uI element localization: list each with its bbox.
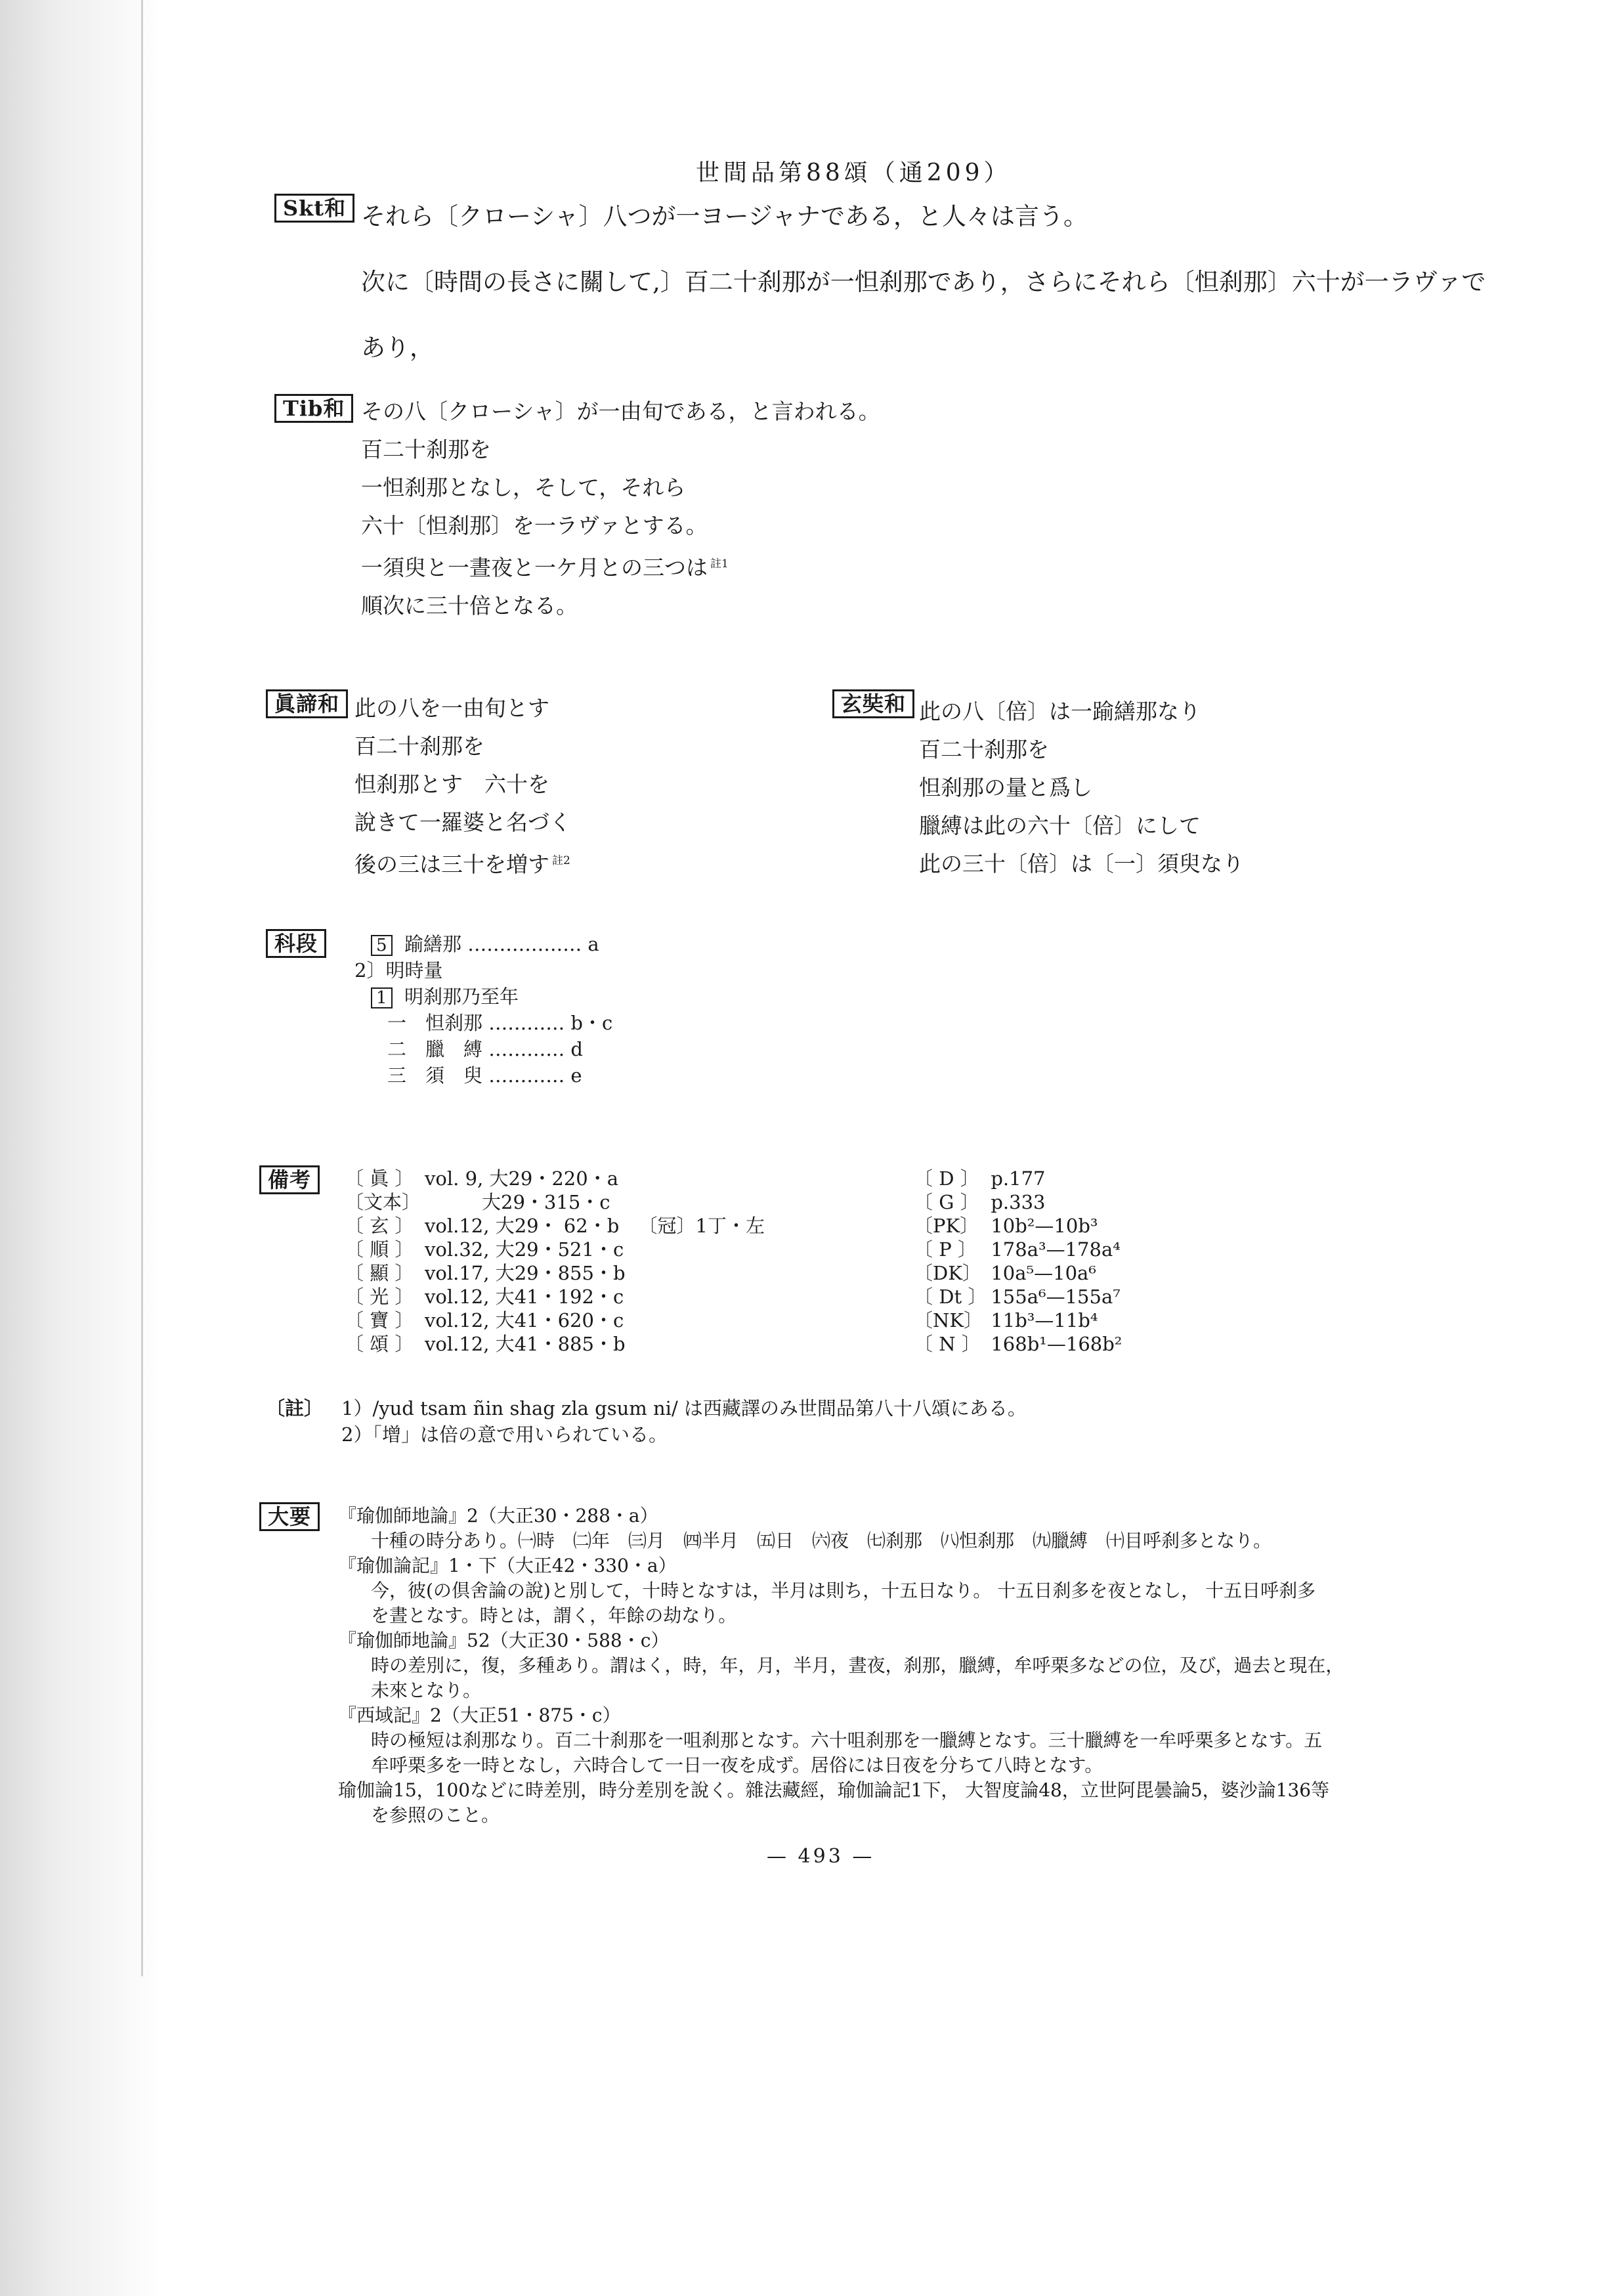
biko-row: 〔DK〕 10a⁵—10a⁶ xyxy=(914,1262,1096,1284)
taiyo-body-line: 今，彼(の倶舍論の說)と別して，十時となすは，半月は則ち，十五日なり。 十五日刹多を夜となし， 十五日呼刹多 xyxy=(371,1580,1316,1601)
skt-line: あり， xyxy=(361,334,434,362)
genjo-line: 此の八〔倍〕は一踰繕那なり xyxy=(919,699,1201,724)
tib-line: 一怛刹那となし，そして，それら xyxy=(361,475,686,500)
shindai-line: 說きて一羅婆と名づく xyxy=(354,810,571,835)
taiyo-body-line: 時の差別に，復，多種あり。謂はく，時，年，月，半月，晝夜，刹那，臘縛，牟呼栗多などの位，及び，過去と現在， xyxy=(371,1655,1344,1676)
page-number: — 493 — xyxy=(767,1845,875,1868)
biko-row: 〔 G 〕 p.333 xyxy=(914,1191,1046,1213)
taiyo-body-line: 十種の時分あり。㈠時 ㈡年 ㈢月 ㈣半月 ㈤日 ㈥夜 ㈦刹那 ㈧怛刹那 ㈨臘縛 ㈩目呼刹多となり。 xyxy=(371,1530,1272,1551)
shindai-translation xyxy=(354,689,571,884)
biko-row: 〔 順 〕 vol.32, 大29・521・c xyxy=(345,1238,624,1261)
biko-right-table xyxy=(914,1167,1126,1356)
biko-row: 〔PK〕 10b²—10b³ xyxy=(914,1215,1098,1237)
kadan-number: 1 xyxy=(371,987,393,1008)
biko-row: 〔 顯 〕 vol.17, 大29・855・b xyxy=(345,1262,626,1284)
biko-row: 〔 寶 〕 vol.12, 大41・620・c xyxy=(345,1309,624,1332)
shindai-line: 後の三は三十を増す $^{註2}$ xyxy=(354,852,570,877)
scan-binding-shadow xyxy=(0,0,164,2296)
genjo-line: 此の三十〔倍〕は〔一〕須臾なり xyxy=(919,851,1244,877)
skt-translation xyxy=(361,197,1485,368)
kadan-item: 三 須 臾 ………… e xyxy=(387,1064,582,1087)
taiyo-body-line: 未來となり。 xyxy=(371,1679,482,1701)
chu-notes xyxy=(341,1395,1027,1448)
taiyo-body-line: を参照のこと。 xyxy=(371,1804,500,1826)
biko-row: 〔 P 〕 178a³—178a⁴ xyxy=(914,1238,1121,1261)
kadan-number: 5 xyxy=(371,935,393,956)
biko-row: 〔NK〕 11b³—11b⁴ xyxy=(914,1309,1098,1332)
biko-row: 〔 Dt 〕 155a⁶—155a⁷ xyxy=(914,1286,1121,1308)
genjo-line: 臘縛は此の六十〔倍〕にして xyxy=(919,813,1201,838)
biko-row: 〔 眞 〕 vol. 9, 大29・220・a xyxy=(345,1167,619,1190)
label-skt: Skt和 xyxy=(274,194,354,223)
biko-row: 〔 N 〕 168b¹—168b² xyxy=(914,1333,1122,1355)
chu-line: 1）/yud tsam ñin shag zla gsum ni/ は西藏譯のみ世間品第八十八頌にある。 xyxy=(341,1397,1027,1419)
taiyo-source-line: 『西域記』2（大正51・875・c） xyxy=(338,1704,621,1726)
kadan-outline xyxy=(354,931,612,1089)
biko-row: 〔 玄 〕 vol.12, 大29・ 62・b 〔冠〕1丁・左 xyxy=(345,1215,765,1237)
genjo-line: 怛刹那の量と爲し xyxy=(919,775,1092,800)
biko-row: 〔 光 〕 vol.12, 大41・192・c xyxy=(345,1286,624,1308)
biko-row: 〔 頌 〕 vol.12, 大41・885・b xyxy=(345,1333,626,1355)
note-mark: 註2 xyxy=(552,854,570,867)
tib-translation xyxy=(361,393,880,625)
shindai-line: 怛刹那とす 六十を xyxy=(354,771,549,797)
label-biko: 備考 xyxy=(259,1165,320,1194)
biko-row: 〔文本〕 大29・315・c xyxy=(345,1191,610,1213)
tib-line: 百二十刹那を xyxy=(361,437,491,462)
label-chu: 〔註〕 xyxy=(266,1397,324,1419)
shindai-line: 此の八を一由旬とす xyxy=(354,695,549,721)
taiyo-source-line: 瑜伽論15，100などに時差別，時分差別を說く。雜法藏經，瑜伽論記1下， 大智度論48，立世阿毘曇論5，婆沙論136等 xyxy=(338,1779,1330,1801)
kadan-row: 明刹那乃至年 xyxy=(404,986,519,1008)
tib-line: 六十〔怛刹那〕を一ラヴァとする。 xyxy=(361,513,708,538)
taiyo-body-line: を晝となす。時とは，謂く，年餘の劫なり。 xyxy=(371,1605,737,1626)
taiyo-source-line: 『瑜伽論記』1・下（大正42・330・a） xyxy=(338,1555,677,1576)
taiyo-source-line: 『瑜伽師地論』52（大正30・588・c） xyxy=(338,1630,670,1651)
taiyo-body-line: 牟呼栗多を一時となし，六時合して一日一夜を成ず。居俗には日夜を分ちて八時となす。 xyxy=(371,1754,1103,1776)
tib-line: 一須臾と一晝夜と一ケ月との三つは $^{註1}$ xyxy=(361,555,729,580)
kadan-row: 踰繕那 ……………… a xyxy=(404,933,599,955)
genjo-translation xyxy=(919,693,1244,883)
genjo-line: 百二十刹那を xyxy=(919,737,1049,762)
taiyo-body-line: 時の極短は刹那なり。百二十刹那を一咀刹那となす。六十咀刹那を一臘縛となす。三十臘縛を一牟呼栗多となす。五 xyxy=(371,1729,1323,1751)
kadan-row: 2〕明時量 xyxy=(354,959,443,982)
taiyo-source-line: 『瑜伽師地論』2（大正30・288・a） xyxy=(338,1505,658,1527)
chu-line: 2）「增」は倍の意で用いられている。 xyxy=(341,1423,668,1446)
note-mark: 註1 xyxy=(710,557,729,571)
taiyo-summary xyxy=(338,1504,1344,1828)
label-genjo: 玄奘和 xyxy=(832,689,914,718)
tib-line: その八〔クローシャ〕が一由旬である，と言われる。 xyxy=(361,399,880,424)
label-tib: Tib和 xyxy=(274,394,353,423)
skt-line: 次に〔時間の長さに關して,〕百二十刹那が一怛刹那であり，さらにそれら〔怛刹那〕六十が一ラヴァで xyxy=(361,268,1486,296)
label-shindai: 眞諦和 xyxy=(266,689,348,718)
label-kadan: 科段 xyxy=(266,929,326,958)
tib-line: 順次に三十倍となる。 xyxy=(361,593,578,618)
page-header: 世間品第88頌（通209） xyxy=(696,160,1012,186)
biko-row: 〔 D 〕 p.177 xyxy=(914,1167,1046,1190)
label-taiyo: 大要 xyxy=(259,1502,320,1531)
skt-line: それら〔クローシャ〕八つが一ヨージャナである，と人々は言う。 xyxy=(361,202,1088,230)
shindai-line: 百二十刹那を xyxy=(354,733,484,759)
kadan-item: 一 怛刹那 ………… b・c xyxy=(387,1012,613,1034)
kadan-item: 二 臘 縛 ………… d xyxy=(387,1038,584,1060)
biko-left-table xyxy=(345,1167,769,1356)
